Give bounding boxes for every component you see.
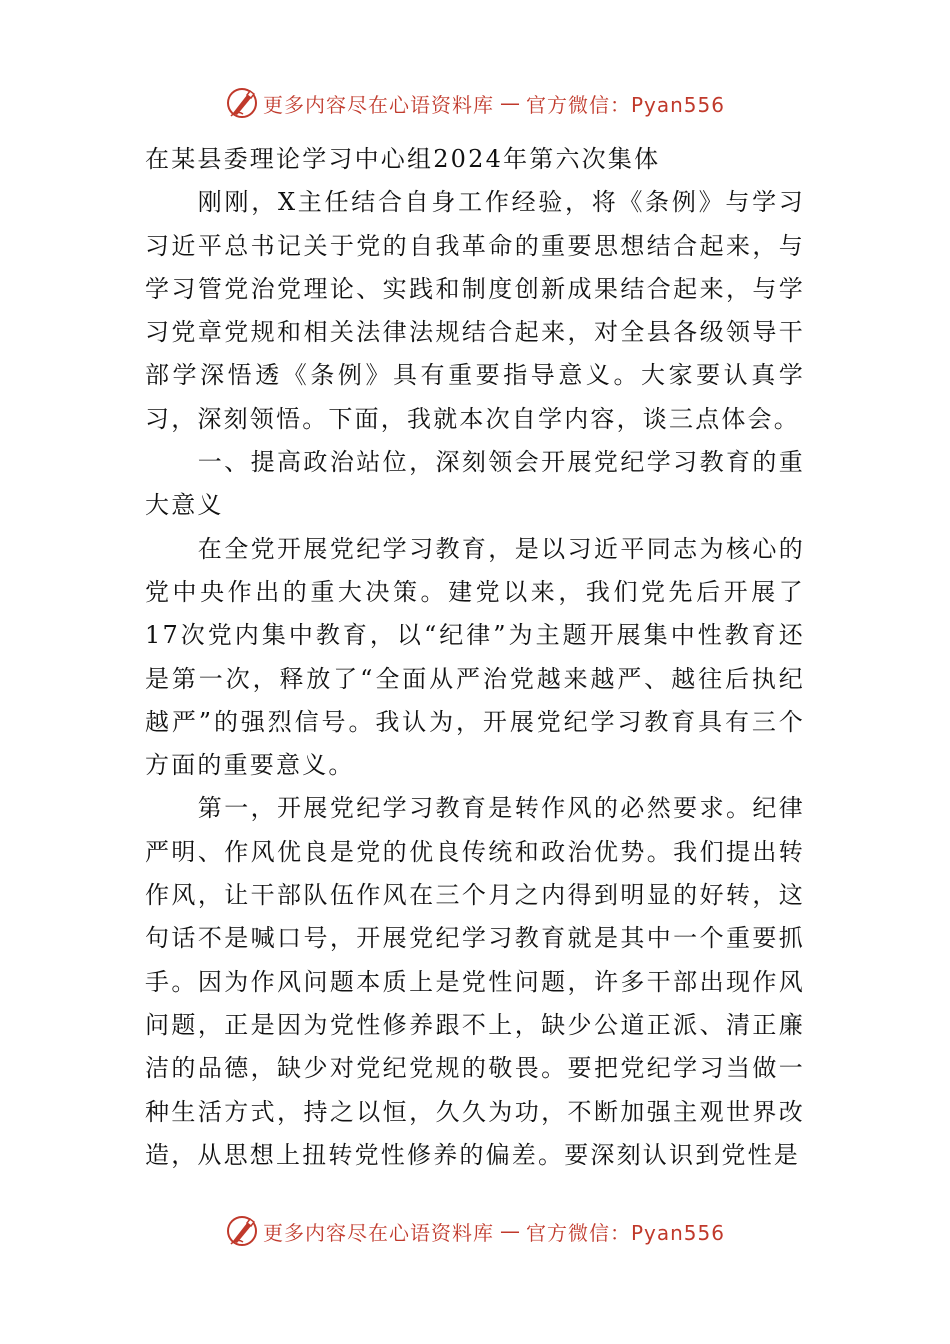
watermark-separator: — [499,1219,520,1243]
watermark-main-text: 更多内容尽在心语资料库 [262,92,494,117]
paragraph-first-point: 第一，开展党纪学习教育是转作风的必然要求。纪律严明、作风优良是党的优良传统和政治优势。我们提出转作风，让干部队伍作风在三个月之内得到明显的好转，这句话不是喊口号，开展党纪学习教育就是其中一个重要抓手。因为作风问题本质上是党性问题，许多干部出现作风问题，正是因为党性修养跟不上，缺少公道正派、清正廉洁的品德，缺少对党纪党规的敬畏。要把党纪学习当做一种生活方式，持之以恒，久久为功，不断加强主观世界改造，从思想上扭转党性修养的偏差。要深刻认识到党性是 [145,794,805,1169]
watermark-header [0,86,950,120]
watermark-wechat-text: 官方微信：Pyan556 [525,1220,725,1245]
document-title: 在某县委理论学习中心组2024年第六次集体 [145,145,661,173]
paragraph-intro: 刚刚，X主任结合自身工作经验，将《条例》与学习习近平总书记关于党的自我革命的重要思想结合起来，与学习管党治党理论、实践和制度创新成果结合起来，与学习党章党规和相关法律法规结合起来，对全县各级领导干部学深悟透《条例》具有重要指导意义。大家要认真学习，深刻领悟。下面，我就本次自学内容，谈三点体会。 [145,188,805,433]
document-body [145,138,805,1177]
pen-logo-icon [225,1214,259,1248]
watermark-footer [0,1214,950,1248]
section-heading-1: 一、提高政治站位，深刻领会开展党纪学习教育的重大意义 [145,448,805,520]
watermark-separator: — [499,91,520,115]
watermark-main-text: 更多内容尽在心语资料库 [262,1220,494,1245]
pen-logo-icon [225,86,259,120]
watermark-wechat-text: 官方微信：Pyan556 [525,92,725,117]
paragraph-significance: 在全党开展党纪学习教育，是以习近平同志为核心的党中央作出的重大决策。建党以来，我们党先后开展了17次党内集中教育，以“纪律”为主题开展集中性教育还是第一次，释放了“全面从严治党越来越严、越往后执纪越严”的强烈信号。我认为，开展党纪学习教育具有三个方面的重要意义。 [145,534,805,780]
